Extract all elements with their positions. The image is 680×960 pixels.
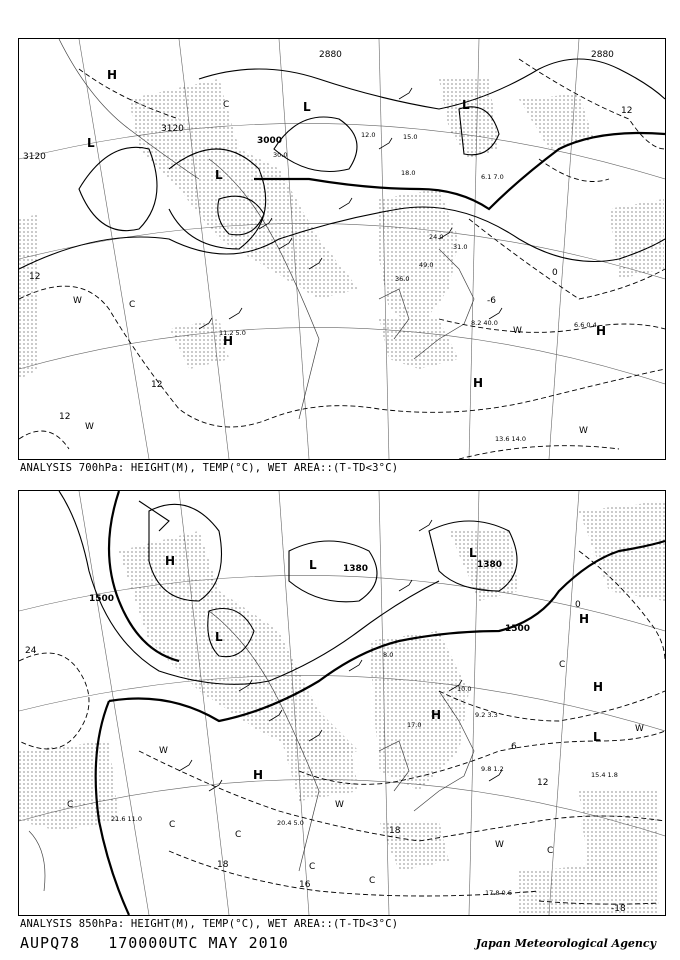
warm-center: W [635, 724, 644, 734]
contour-label: 3000 [257, 136, 283, 146]
station-value: 15.0 [403, 133, 418, 141]
valid-time: 170000UTC MAY 2010 [108, 934, 289, 952]
temp-label: 12 [537, 778, 549, 788]
temp-label: 12 [621, 106, 633, 116]
contour-label: 1500 [505, 624, 531, 634]
cold-center: C [235, 830, 242, 840]
temp-label: 18 [389, 826, 401, 836]
upper-map-panel [18, 38, 666, 460]
station-value: 12.0 [361, 131, 376, 139]
warm-center: W [579, 426, 588, 436]
temp-label: -18 [611, 904, 626, 914]
low-center: L [215, 630, 223, 644]
station-value: 30.0 [273, 151, 288, 159]
high-center: H [223, 334, 234, 348]
cold-center: C [309, 862, 316, 872]
temp-label: -6 [487, 296, 496, 306]
temperature-isotherms [19, 551, 665, 904]
temp-label: 18 [217, 860, 229, 870]
low-center: L [309, 558, 317, 572]
upper-map-svg [19, 39, 665, 459]
station-value: 36.0 [395, 275, 410, 283]
high-center: H [253, 768, 264, 782]
cold-center: C [559, 660, 566, 670]
lower-map-panel [18, 490, 666, 916]
agency-name: Japan Meteorological Agency [475, 937, 656, 950]
high-center: H [431, 708, 442, 722]
low-center: L [87, 136, 95, 150]
contour-label: 2880 [319, 50, 342, 60]
temp-label: 0 [575, 600, 581, 610]
low-center: L [215, 168, 223, 182]
station-value: 10.0 [457, 685, 472, 693]
high-center: H [579, 612, 590, 626]
station-value: 13.6 14.0 [495, 435, 527, 443]
station-value: 21.6 11.0 [111, 815, 143, 823]
contour-label: 1500 [89, 594, 115, 604]
lower-map-svg [19, 491, 665, 915]
station-value: 31.0 [453, 243, 468, 251]
station-value: 17.8 0.6 [485, 889, 512, 897]
cold-center: C [67, 800, 74, 810]
contour-label: 3120 [23, 152, 46, 162]
low-center: L [593, 730, 601, 744]
temp-label: 12 [151, 380, 163, 390]
warm-center: W [85, 422, 94, 432]
warm-center: W [495, 840, 504, 850]
station-value: 20.4 5.0 [277, 819, 304, 827]
station-value: 8.2 40.0 [471, 319, 498, 327]
wet-area-shading [19, 501, 665, 915]
high-center: H [165, 554, 176, 568]
height-contours [19, 59, 665, 269]
contour-label: 2880 [591, 50, 614, 60]
temp-label: 24 [25, 646, 37, 656]
station-value: 9.8 1.2 [481, 765, 504, 773]
cold-center: C [169, 820, 176, 830]
cold-center: C [547, 846, 554, 856]
cold-center: C [369, 876, 376, 886]
low-center: L [303, 100, 311, 114]
high-center: H [593, 680, 604, 694]
chart-identifier [20, 934, 289, 952]
station-value: 8.0 [383, 651, 394, 659]
station-value: 9.2 3.3 [475, 711, 498, 719]
cold-center: C [129, 300, 136, 310]
chart-code: AUPQ78 [20, 934, 81, 952]
station-value: 15.4 1.8 [591, 771, 618, 779]
low-center: L [469, 546, 477, 560]
station-value: 6.1 7.0 [481, 173, 504, 181]
temp-label: 6 [511, 742, 517, 752]
station-value: 49.0 [419, 261, 434, 269]
station-value: 24.0 [429, 233, 444, 241]
warm-center: W [513, 326, 522, 336]
low-center: L [462, 98, 470, 112]
warm-center: W [159, 746, 168, 756]
station-value: 6.6 0.4 [574, 321, 597, 329]
upper-panel-caption: ANALYSIS 700hPa: HEIGHT(M), TEMP(°C), WET AREA::(T-TD<3°C) [20, 462, 399, 474]
station-value: 11.2 5.0 [219, 329, 246, 337]
temp-label: 12 [59, 412, 71, 422]
warm-center: W [73, 296, 82, 306]
station-value: 18.0 [401, 169, 416, 177]
high-center: H [596, 324, 607, 338]
graticule [19, 491, 665, 915]
temp-label: 12 [29, 272, 41, 282]
cold-center: C [223, 100, 230, 110]
contour-label: 3120 [161, 124, 184, 134]
station-value: 17.0 [407, 721, 422, 729]
contour-label: 1380 [477, 560, 503, 570]
temp-centers [67, 660, 644, 886]
lower-panel-caption: ANALYSIS 850hPa: HEIGHT(M), TEMP(°C), WET AREA::(T-TD<3°C) [20, 918, 399, 930]
high-center: H [107, 68, 118, 82]
temp-label: 0 [552, 268, 558, 278]
warm-center: W [335, 800, 344, 810]
contour-label: 1380 [343, 564, 369, 574]
temp-label: 16 [299, 880, 311, 890]
high-center: H [473, 376, 484, 390]
